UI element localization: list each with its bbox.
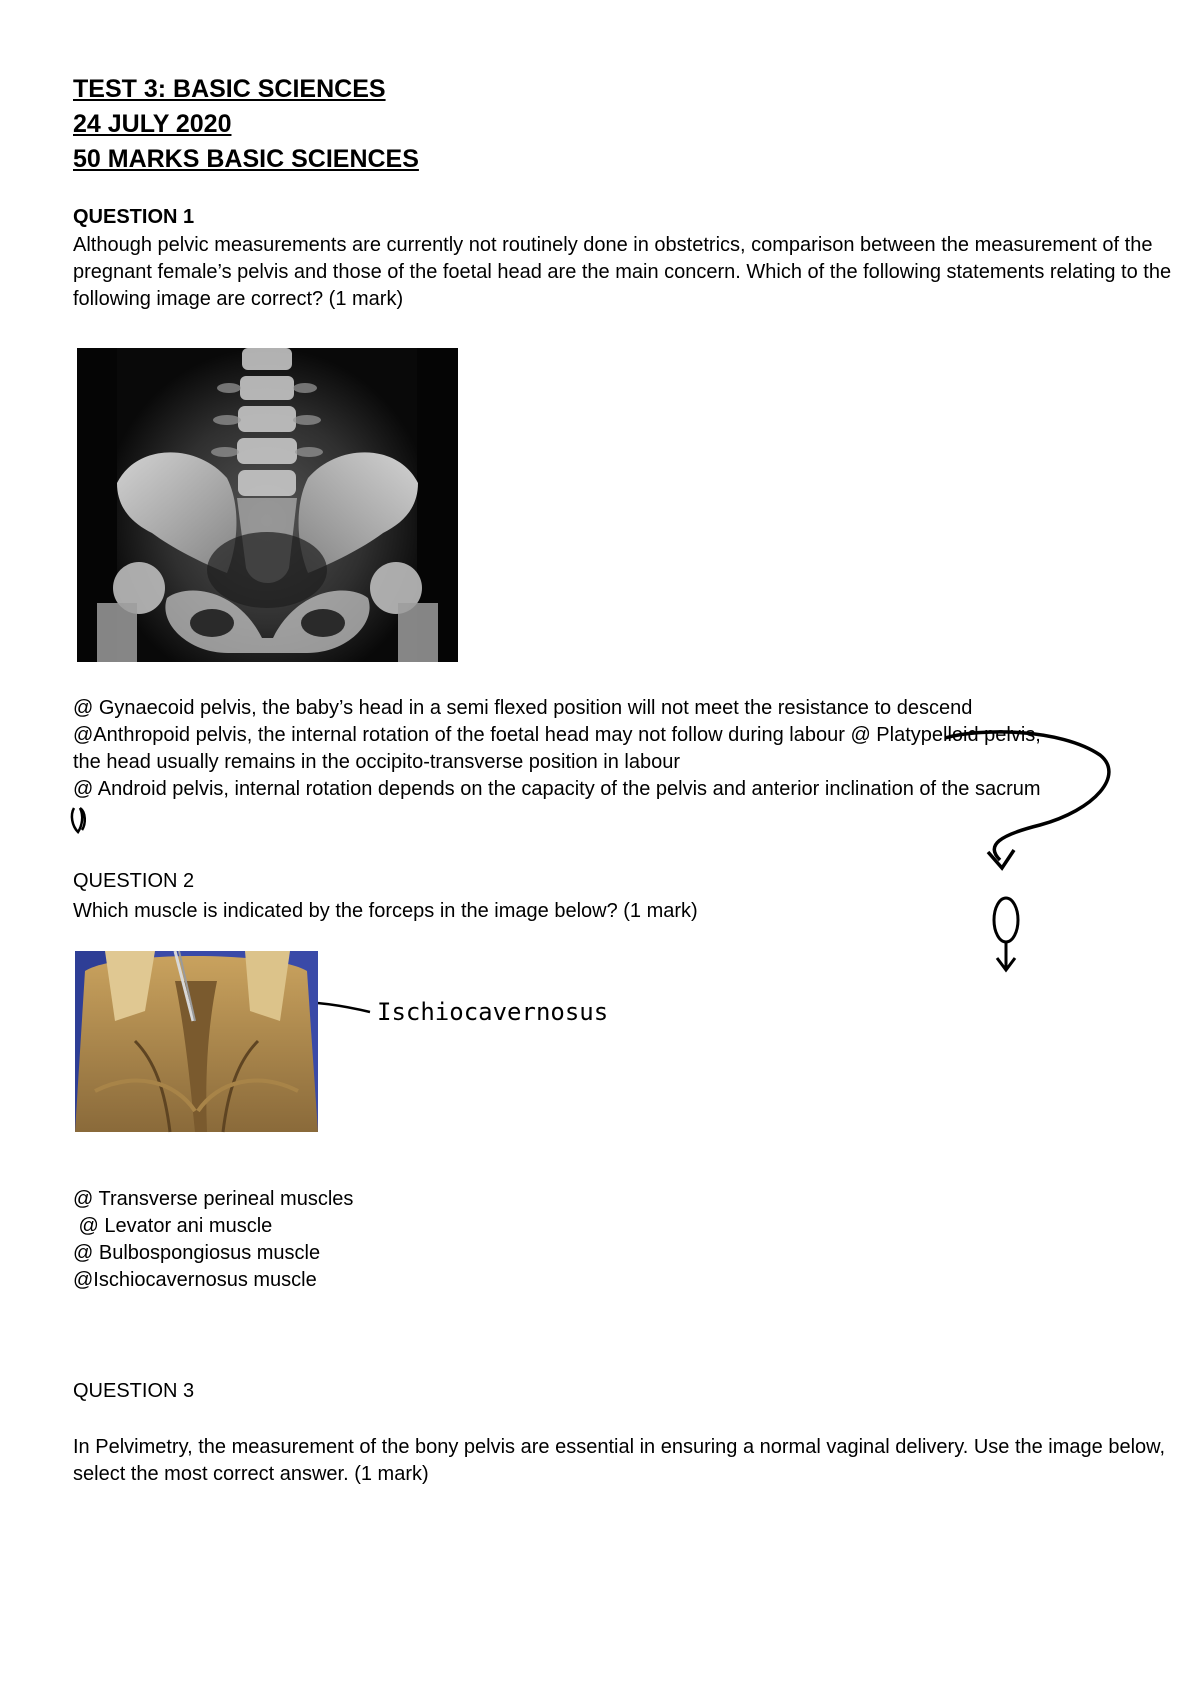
perineum-dissection-image <box>75 951 318 1132</box>
question-3-title: QUESTION 3 <box>73 1380 195 1402</box>
test-date: 24 JULY 2020 <box>73 110 232 138</box>
question-3-text: In Pelvimetry, the measurement of the bony pelvis are essential in ensuring a normal vaginal delivery. Use the image below, select the most correct answer. (1 mark) <box>73 1436 1166 1485</box>
question-2-option-4[interactable]: @Ischiocavernosus muscle <box>73 1269 317 1291</box>
question-1-title: QUESTION 1 <box>73 206 195 228</box>
question-2-title: QUESTION 2 <box>73 870 195 892</box>
question-1-text: Although pelvic measurements are currently not routinely done in obstetrics, comparison between the measurement of the pregnant female’s pelvis and those of the foetal head are the main concern. Which of the following statements relating to the following image are correct? (1 mark) <box>73 234 1172 310</box>
test-marks: 50 MARKS BASIC SCIENCES <box>73 145 419 173</box>
handwritten-label-ischiocavernosus: Ischiocavernosus <box>377 998 609 1026</box>
question-2-text: Which muscle is indicated by the forceps in the image below? (1 mark) <box>73 900 698 922</box>
question-2-option-1[interactable]: @ Transverse perineal muscles <box>73 1188 354 1210</box>
question-1-option-3[interactable]: @ Android pelvis, internal rotation depends on the capacity of the pelvis and anterior inclination of the sacrum <box>73 778 1041 800</box>
curved-arrow-icon <box>945 732 1109 860</box>
question-2-option-3[interactable]: @ Bulbospongiosus muscle <box>73 1242 321 1264</box>
question-1-option-2[interactable]: @Anthropoid pelvis, the internal rotation of the foetal head may not follow during labour @ Platypelloid pelvis, <box>73 724 1041 746</box>
test-title: TEST 3: BASIC SCIENCES <box>73 75 386 103</box>
question-1-option-1[interactable]: @ Gynaecoid pelvis, the baby’s head in a semi flexed position will not meet the resistance to descend <box>73 697 973 719</box>
question-1-option-2-continued: the head usually remains in the occipito-transverse position in labour <box>73 751 681 773</box>
tick-mark-icon <box>72 808 85 832</box>
question-2-option-2[interactable]: @ Levator ani muscle <box>73 1215 273 1237</box>
